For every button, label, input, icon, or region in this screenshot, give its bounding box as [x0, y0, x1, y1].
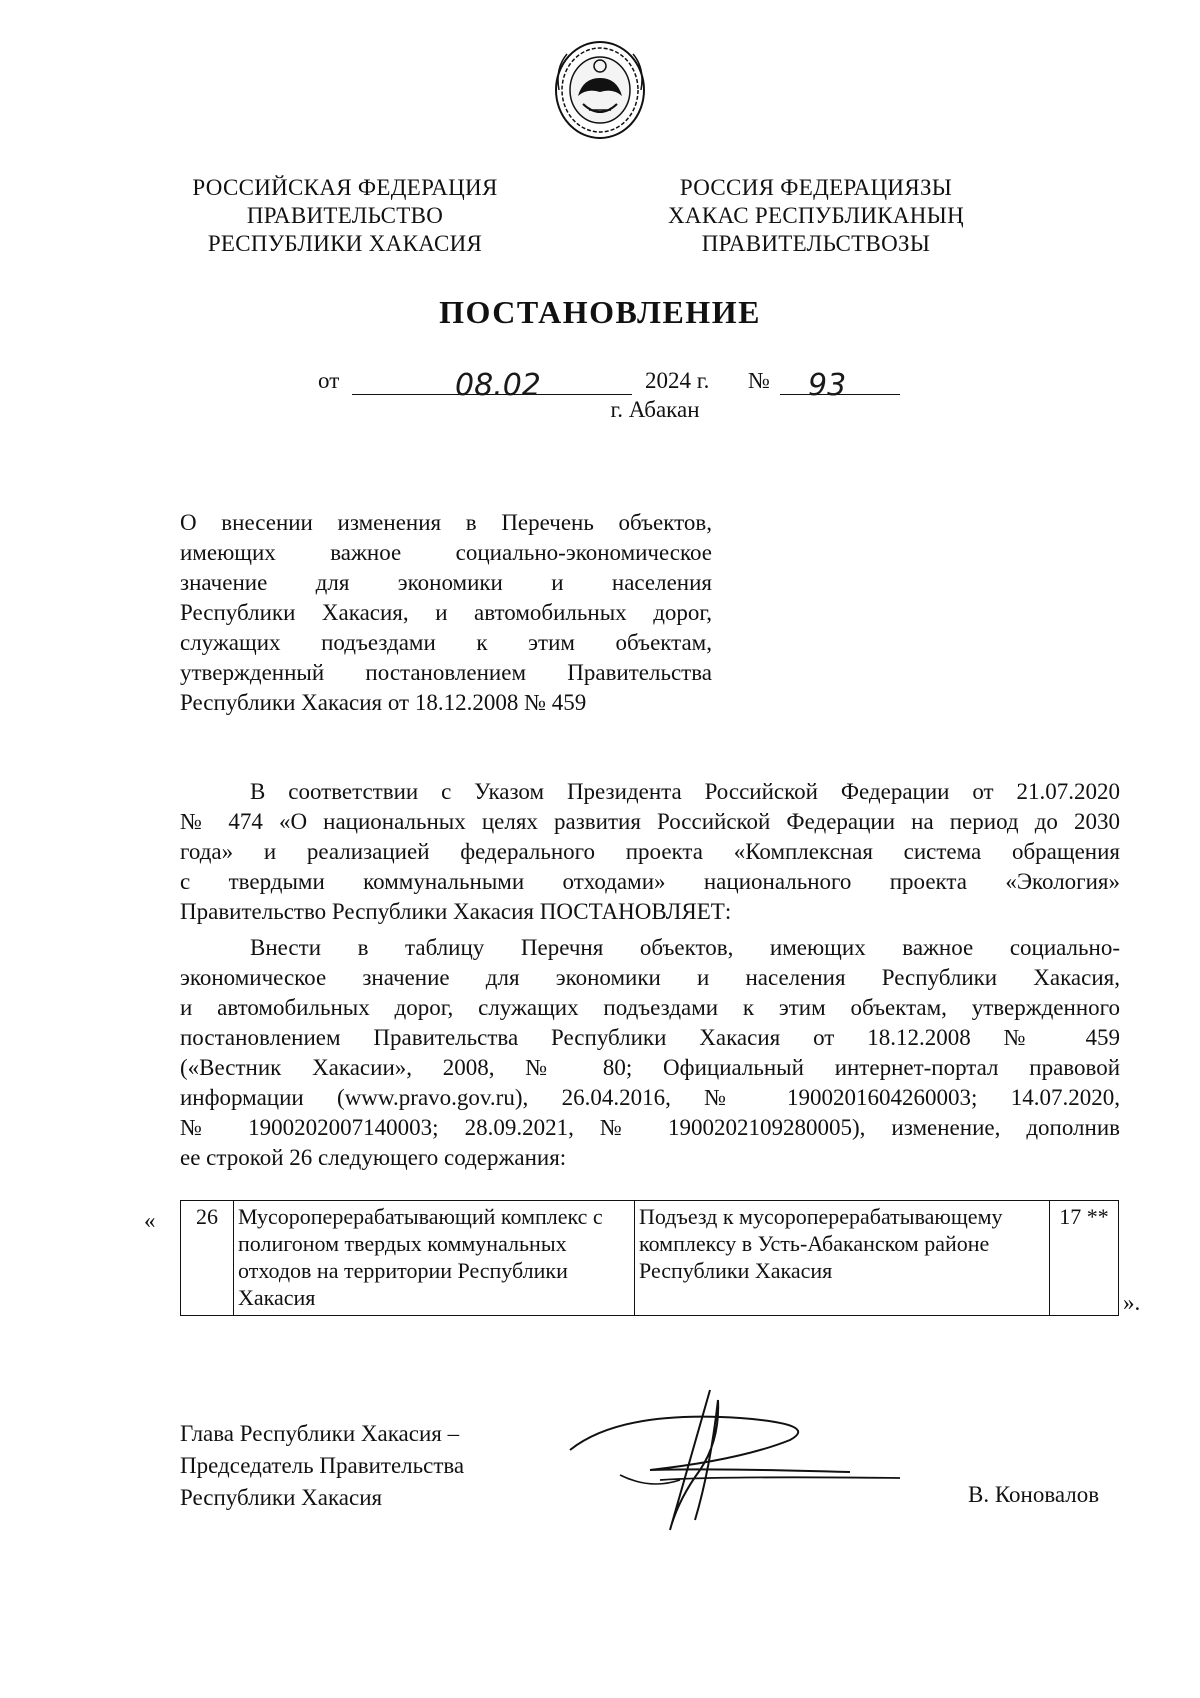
emblem-icon	[553, 38, 647, 142]
paragraph-line: № 1900202007140003; 28.09.2021, № 1900202109280005), изменение, дополнив	[180, 1115, 1120, 1140]
signer-name: В. Коновалов	[968, 1482, 1100, 1507]
paragraph-line: («Вестник Хакасии», 2008, № 80; Официальный интернет-портал правовой	[180, 1055, 1120, 1080]
subject-line: значение для экономики и населения	[180, 570, 712, 595]
header-right	[636, 174, 996, 258]
paragraph-line: В соответствии с Указом Президента Российской Федерации от 21.07.2020	[250, 779, 1120, 804]
paragraph-line: и автомобильных дорог, служащих подъездами к этим объектам, утвержденного	[180, 995, 1120, 1020]
paragraph-preamble	[180, 777, 1120, 927]
document-title: ПОСТАНОВЛЕНИЕ	[439, 294, 761, 330]
paragraph-resolution	[180, 933, 1120, 1173]
year-label: 2024 г.	[645, 368, 710, 393]
paragraph-line: информации (www.pravo.gov.ru), 26.04.2016, № 1900201604260003; 14.07.2020,	[180, 1085, 1120, 1110]
header-left	[165, 174, 525, 258]
date-from-label: от	[318, 368, 340, 393]
paragraph-line: Правительство Республики Хакасия ПОСТАНОВЛЯЕТ:	[180, 899, 732, 924]
paragraph-line: экономическое значение для экономики и населения Республики Хакасия,	[180, 965, 1120, 990]
amendment-table	[180, 1200, 1119, 1316]
date-handwritten: 08.02	[455, 368, 541, 403]
header-right-line: ПРАВИТЕЛЬСТВОЗЫ	[701, 231, 931, 256]
value-cell: 17 **	[1050, 1201, 1119, 1316]
signature-position	[180, 1418, 464, 1514]
object-cell: Мусороперерабатывающий комплекс с полигоном твердых коммунальных отходов на территории Республики Хакасия	[234, 1201, 635, 1316]
subject-line: Республики Хакасия, и автомобильных дорог,	[180, 600, 712, 625]
city-label: г. Абакан	[610, 397, 700, 422]
handwritten-signature	[560, 1380, 910, 1550]
subject-line: О внесении изменения в Перечень объектов,	[180, 510, 712, 535]
subject-line: служащих подъездами к этим объектам,	[180, 630, 712, 655]
table-row	[181, 1201, 1119, 1316]
close-quote: ».	[1123, 1290, 1141, 1315]
number-handwritten: 93	[808, 368, 847, 403]
header-right-line: ХАКАС РЕСПУБЛИКАНЫҢ	[668, 203, 964, 228]
subject-block	[180, 508, 712, 718]
subject-line: утвержденный постановлением Правительства	[180, 660, 712, 685]
number-label: №	[748, 368, 770, 393]
date-line	[0, 362, 1200, 403]
paragraph-line: с твердыми коммунальными отходами» национального проекта «Экология»	[180, 869, 1120, 894]
subject-line: Республики Хакасия от 18.12.2008 № 459	[180, 690, 587, 715]
road-cell: Подъезд к мусороперерабатывающему комплексу в Усть-Абаканском районе Республики Хакасия	[635, 1201, 1050, 1316]
header-left-line: РОССИЙСКАЯ ФЕДЕРАЦИЯ	[192, 175, 498, 200]
row-number-cell: 26	[181, 1201, 234, 1316]
header-right-line: РОССИЯ ФЕДЕРАЦИЯЗЫ	[679, 175, 953, 200]
position-line: Республики Хакасия	[180, 1485, 383, 1510]
open-quote: «	[144, 1208, 156, 1233]
paragraph-line: года» и реализацией федерального проекта «Комплексная система обращения	[180, 839, 1120, 864]
paragraph-line: ее строкой 26 следующего содержания:	[180, 1145, 567, 1170]
position-line: Председатель Правительства	[180, 1453, 465, 1478]
subject-line: имеющих важное социально-экономическое	[180, 540, 712, 565]
paragraph-line: постановлением Правительства Республики Хакасия от 18.12.2008 № 459	[180, 1025, 1120, 1050]
header-left-line: ПРАВИТЕЛЬСТВО	[246, 203, 444, 228]
paragraph-line: № 474 «О национальных целях развития Российской Федерации на период до 2030	[180, 809, 1120, 834]
paragraph-line: Внести в таблицу Перечня объектов, имеющих важное социально-	[250, 935, 1120, 960]
position-line: Глава Республики Хакасия –	[180, 1421, 460, 1446]
header-left-line: РЕСПУБЛИКИ ХАКАСИЯ	[207, 231, 483, 256]
